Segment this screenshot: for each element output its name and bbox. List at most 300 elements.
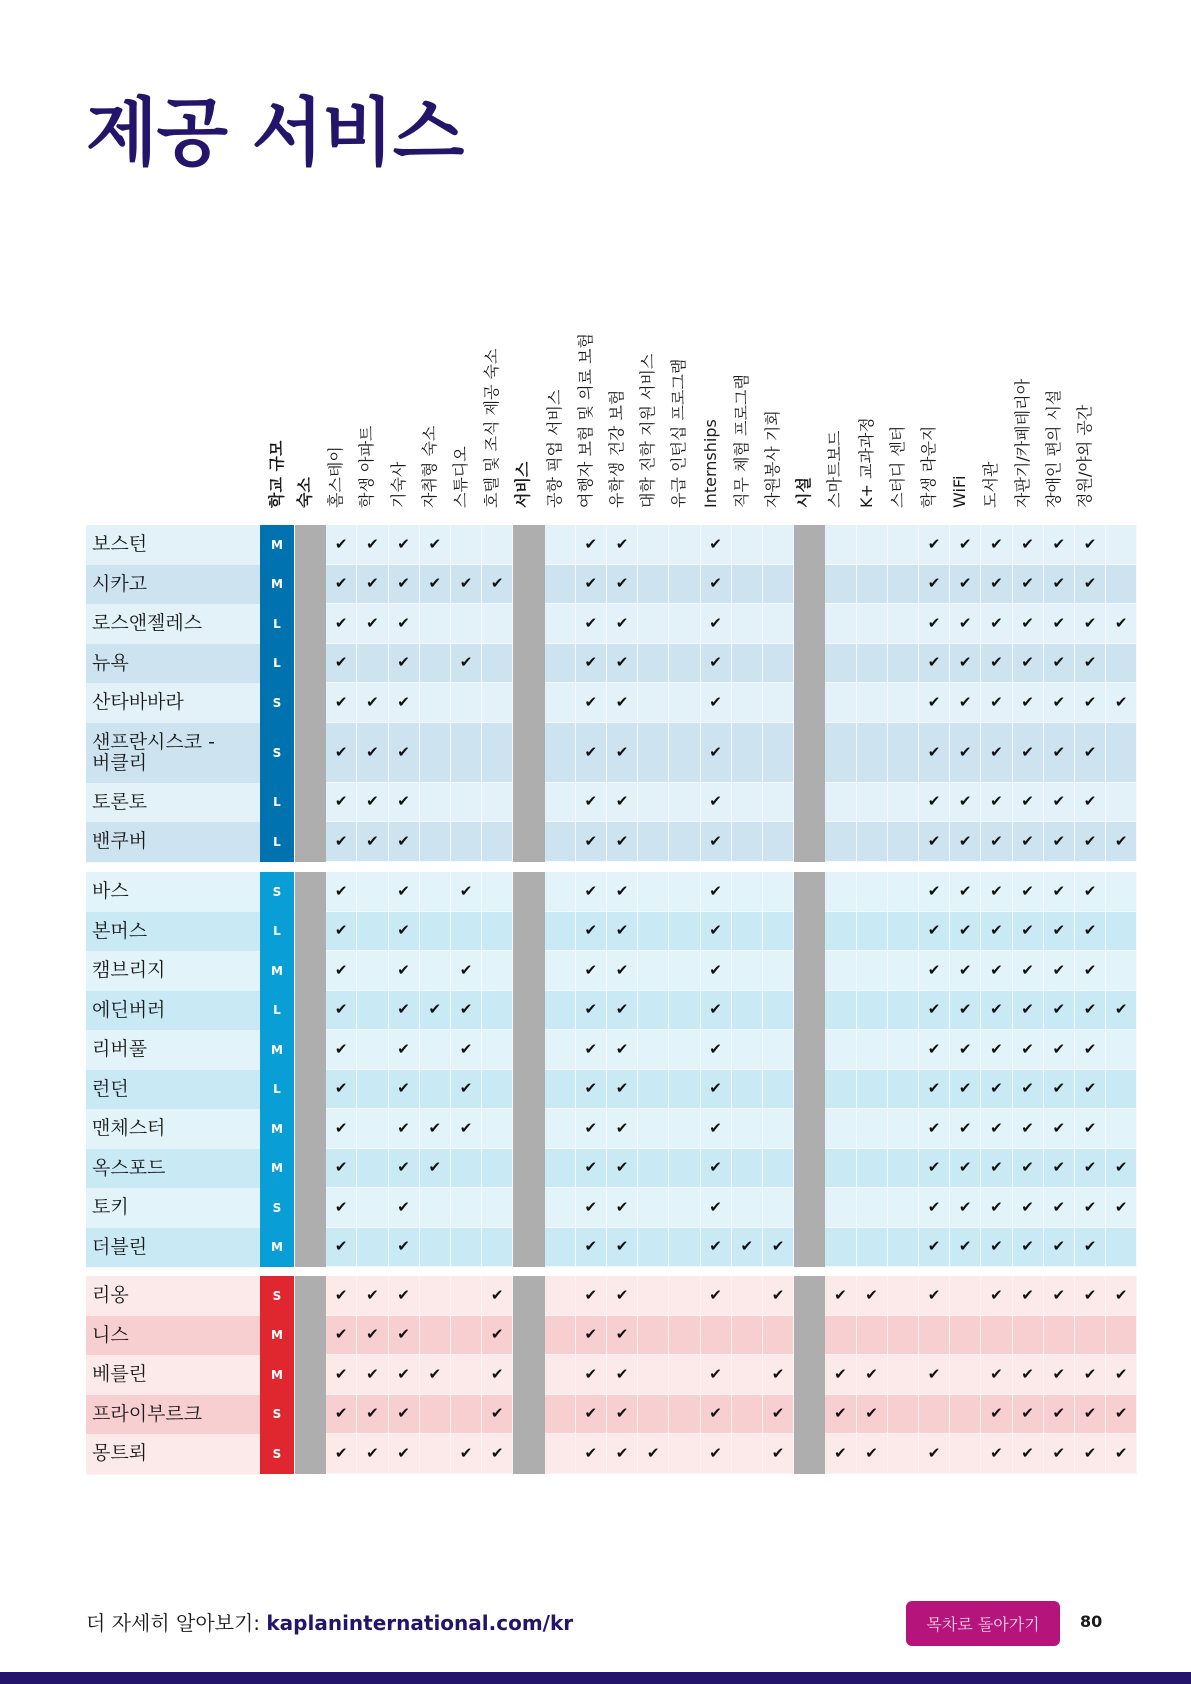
check-icon: ✔	[1052, 831, 1066, 850]
table-cell	[763, 912, 794, 952]
table-cell	[825, 1188, 856, 1228]
check-icon: ✔	[490, 1285, 504, 1304]
check-icon: ✔	[334, 1325, 348, 1344]
table-cell	[857, 1188, 888, 1228]
check-icon: ✔	[927, 921, 941, 940]
school-size-badge: M	[260, 525, 294, 565]
table-cell	[669, 822, 700, 862]
table-cell	[732, 872, 763, 912]
check-icon: ✔	[1114, 1000, 1128, 1019]
check-icon: ✔	[615, 1364, 629, 1383]
city-name: 로스앤젤레스	[92, 612, 203, 635]
check-icon: ✔	[990, 574, 1003, 593]
check-icon: ✔	[709, 692, 722, 711]
check-icon: ✔	[584, 1000, 598, 1019]
column-header: 숙소	[295, 477, 314, 508]
check-icon: ✔	[927, 692, 941, 711]
table-cell	[357, 951, 388, 991]
check-icon: ✔	[1083, 1197, 1097, 1216]
check-icon: ✔	[334, 1364, 348, 1383]
check-icon: ✔	[1052, 1404, 1066, 1423]
check-icon: ✔	[1021, 574, 1034, 593]
table-cell	[420, 604, 451, 644]
check-icon: ✔	[459, 1039, 473, 1058]
check-icon: ✔	[990, 881, 1003, 900]
table-cell	[669, 1228, 700, 1268]
check-icon: ✔	[958, 613, 972, 632]
check-icon: ✔	[459, 574, 473, 593]
column-header: K+ 교과과정	[856, 417, 876, 508]
table-cell	[825, 1228, 856, 1268]
table-cell	[825, 525, 856, 565]
table-cell	[857, 872, 888, 912]
table-cell	[857, 991, 888, 1031]
check-icon: ✔	[366, 692, 379, 711]
check-icon: ✔	[709, 1443, 722, 1462]
school-size-badge: S	[260, 1434, 294, 1474]
check-icon: ✔	[615, 692, 629, 711]
column-header: 학생 라운지	[919, 425, 938, 508]
check-icon: ✔	[1052, 613, 1066, 632]
check-icon: ✔	[927, 1237, 941, 1256]
check-icon: ✔	[1114, 1364, 1128, 1383]
column-header: 자판기/카페테리아	[1012, 378, 1032, 508]
column-header: 도서관	[981, 461, 1001, 508]
city-name: 프라이부르크	[92, 1402, 203, 1425]
check-icon: ✔	[1114, 831, 1128, 850]
check-icon: ✔	[397, 1325, 410, 1344]
check-icon: ✔	[1021, 921, 1034, 940]
check-icon: ✔	[927, 653, 941, 672]
table-cell	[1106, 644, 1137, 684]
table-cell	[825, 951, 856, 991]
table-cell	[451, 1316, 482, 1356]
table-cell	[732, 525, 763, 565]
table-cell	[763, 822, 794, 862]
column-header: 호텔 및 조식 제공 숙소	[482, 348, 502, 508]
check-icon: ✔	[958, 1000, 972, 1019]
table-cell	[888, 723, 919, 783]
table-cell	[357, 1109, 388, 1149]
check-icon: ✔	[709, 1039, 722, 1058]
check-icon: ✔	[615, 1325, 629, 1344]
table-cell	[545, 723, 576, 783]
table-cell	[763, 604, 794, 644]
table-cell	[638, 951, 669, 991]
table-cell	[888, 565, 919, 605]
check-icon: ✔	[1021, 613, 1034, 632]
city-name: 캠브리지	[92, 959, 166, 982]
check-icon: ✔	[927, 1000, 941, 1019]
check-icon: ✔	[397, 831, 410, 850]
check-icon: ✔	[490, 1404, 504, 1423]
check-icon: ✔	[958, 742, 972, 761]
check-icon: ✔	[584, 1237, 598, 1256]
table-cell	[763, 644, 794, 684]
check-icon: ✔	[1052, 574, 1066, 593]
check-icon: ✔	[834, 1404, 847, 1423]
check-icon: ✔	[584, 1158, 598, 1177]
table-cell	[888, 822, 919, 862]
column-header: 대학 진학 지원 서비스	[638, 353, 658, 508]
check-icon: ✔	[428, 534, 442, 553]
check-icon: ✔	[397, 1237, 410, 1256]
table-cell	[857, 822, 888, 862]
check-icon: ✔	[584, 1404, 598, 1423]
check-icon: ✔	[334, 534, 348, 553]
check-icon: ✔	[334, 1237, 348, 1256]
table-cell	[669, 1434, 700, 1474]
check-icon: ✔	[709, 534, 722, 553]
table-cell	[482, 991, 513, 1031]
check-icon: ✔	[1114, 1404, 1128, 1423]
table-cell	[950, 1276, 981, 1316]
table-cell	[950, 1395, 981, 1435]
check-icon: ✔	[709, 1158, 722, 1177]
table-cell	[482, 1149, 513, 1189]
table-cell	[1106, 912, 1137, 952]
table-cell	[857, 1109, 888, 1149]
check-icon: ✔	[1083, 1285, 1097, 1304]
city-name: 더블린	[92, 1235, 148, 1258]
table-cell	[857, 1316, 888, 1356]
table-cell	[451, 604, 482, 644]
check-icon: ✔	[865, 1443, 878, 1462]
check-icon: ✔	[397, 692, 410, 711]
check-icon: ✔	[397, 1079, 410, 1098]
table-cell	[763, 723, 794, 783]
check-icon: ✔	[584, 574, 598, 593]
check-icon: ✔	[709, 1197, 722, 1216]
table-cell	[545, 872, 576, 912]
table-cell	[1106, 783, 1137, 823]
check-icon: ✔	[334, 960, 348, 979]
check-icon: ✔	[1052, 1285, 1066, 1304]
school-size-badge: M	[260, 1109, 294, 1149]
table-cell	[825, 991, 856, 1031]
check-icon: ✔	[990, 613, 1003, 632]
table-cell	[357, 1149, 388, 1189]
check-icon: ✔	[1052, 692, 1066, 711]
table-cell	[732, 644, 763, 684]
check-icon: ✔	[1021, 1158, 1034, 1177]
check-icon: ✔	[397, 960, 410, 979]
table-cell	[482, 912, 513, 952]
city-name: 옥스포드	[92, 1156, 166, 1179]
check-icon: ✔	[1021, 1364, 1034, 1383]
table-cell	[482, 1228, 513, 1268]
check-icon: ✔	[366, 1325, 379, 1344]
table-cell	[638, 783, 669, 823]
table-cell	[763, 991, 794, 1031]
check-icon: ✔	[615, 653, 629, 672]
check-icon: ✔	[1083, 742, 1097, 761]
check-icon: ✔	[459, 960, 473, 979]
table-cell	[857, 723, 888, 783]
table-cell	[545, 1228, 576, 1268]
check-icon: ✔	[1021, 881, 1034, 900]
table-cell	[857, 1030, 888, 1070]
check-icon: ✔	[615, 1118, 629, 1137]
table-cell	[763, 1030, 794, 1070]
table-cell	[825, 912, 856, 952]
website-link[interactable]: kaplaninternational.com/kr	[266, 1611, 574, 1635]
city-name: 뉴욕	[92, 651, 129, 674]
table-cell	[545, 951, 576, 991]
table-cell	[545, 1149, 576, 1189]
column-header: 기숙사	[388, 461, 408, 508]
back-to-toc-button[interactable]: 목차로 돌아가기	[906, 1601, 1060, 1646]
city-name: 토론토	[92, 790, 148, 813]
column-header: 서비스	[513, 461, 533, 508]
check-icon: ✔	[397, 792, 410, 811]
check-icon: ✔	[834, 1364, 847, 1383]
check-icon: ✔	[366, 1443, 379, 1462]
check-icon: ✔	[1083, 1404, 1097, 1423]
check-icon: ✔	[1021, 1118, 1034, 1137]
table-cell	[888, 1030, 919, 1070]
check-icon: ✔	[927, 1285, 941, 1304]
table-cell	[482, 1030, 513, 1070]
table-cell	[451, 1188, 482, 1228]
check-icon: ✔	[1052, 534, 1066, 553]
check-icon: ✔	[366, 613, 379, 632]
table-cell	[981, 1316, 1012, 1356]
bottom-bar	[0, 1672, 1191, 1684]
table-cell	[857, 1070, 888, 1110]
table-cell	[420, 822, 451, 862]
check-icon: ✔	[1083, 831, 1097, 850]
check-icon: ✔	[615, 1404, 629, 1423]
table-cell	[1044, 1316, 1075, 1356]
table-cell	[420, 951, 451, 991]
table-cell	[857, 644, 888, 684]
table-cell	[638, 1149, 669, 1189]
check-icon: ✔	[990, 1285, 1003, 1304]
table-cell	[638, 991, 669, 1031]
table-cell	[420, 683, 451, 723]
check-icon: ✔	[397, 1000, 410, 1019]
check-icon: ✔	[927, 1443, 941, 1462]
check-icon: ✔	[459, 653, 473, 672]
check-icon: ✔	[834, 1443, 847, 1462]
check-icon: ✔	[584, 1039, 598, 1058]
table-cell	[732, 723, 763, 783]
table-cell	[732, 683, 763, 723]
check-icon: ✔	[990, 692, 1003, 711]
check-icon: ✔	[990, 653, 1003, 672]
table-cell	[825, 565, 856, 605]
table-cell	[357, 1030, 388, 1070]
check-icon: ✔	[334, 1039, 348, 1058]
table-cell	[638, 525, 669, 565]
check-icon: ✔	[1021, 831, 1034, 850]
check-icon: ✔	[584, 1325, 598, 1344]
check-icon: ✔	[334, 792, 348, 811]
school-size-badge: S	[260, 683, 294, 723]
check-icon: ✔	[397, 1404, 410, 1423]
school-size-badge: S	[260, 1188, 294, 1228]
check-icon: ✔	[709, 960, 722, 979]
check-icon: ✔	[615, 1285, 629, 1304]
table-cell	[638, 822, 669, 862]
table-cell	[357, 644, 388, 684]
table-cell	[482, 1109, 513, 1149]
table-cell	[732, 1070, 763, 1110]
table-cell	[420, 872, 451, 912]
check-icon: ✔	[771, 1237, 785, 1256]
check-icon: ✔	[397, 1364, 410, 1383]
check-icon: ✔	[615, 921, 629, 940]
city-name: 리버풀	[92, 1038, 148, 1061]
table-cell	[888, 912, 919, 952]
table-cell	[482, 1188, 513, 1228]
check-icon: ✔	[584, 1285, 598, 1304]
table-cell	[638, 644, 669, 684]
table-cell	[638, 912, 669, 952]
check-icon: ✔	[334, 1197, 348, 1216]
table-cell	[451, 822, 482, 862]
school-size-badge: M	[260, 1316, 294, 1356]
check-icon: ✔	[366, 1285, 379, 1304]
table-cell	[420, 644, 451, 684]
table-cell	[545, 822, 576, 862]
table-cell	[857, 604, 888, 644]
table-cell	[451, 1395, 482, 1435]
divider-column	[513, 525, 544, 862]
table-cell	[357, 912, 388, 952]
check-icon: ✔	[397, 1197, 410, 1216]
check-icon: ✔	[334, 831, 348, 850]
column-header: WiFi	[950, 475, 970, 508]
check-icon: ✔	[958, 831, 972, 850]
column-header: 스튜디오	[451, 446, 470, 508]
check-icon: ✔	[334, 1000, 348, 1019]
table-cell	[763, 1109, 794, 1149]
check-icon: ✔	[397, 534, 410, 553]
table-cell	[420, 1316, 451, 1356]
table-cell	[420, 783, 451, 823]
divider-column	[513, 1276, 544, 1474]
check-icon: ✔	[958, 881, 972, 900]
check-icon: ✔	[709, 1237, 722, 1256]
city-name: 에딘버러	[92, 998, 166, 1021]
table-cell	[669, 1070, 700, 1110]
check-icon: ✔	[1052, 1079, 1066, 1098]
table-cell	[545, 912, 576, 952]
check-icon: ✔	[1114, 692, 1128, 711]
table-cell	[1106, 1228, 1137, 1268]
table-cell	[888, 1434, 919, 1474]
column-header: 스마트보드	[825, 430, 845, 508]
table-cell	[857, 783, 888, 823]
check-icon: ✔	[927, 613, 941, 632]
check-icon: ✔	[428, 1000, 442, 1019]
check-icon: ✔	[584, 881, 598, 900]
school-size-badge: S	[260, 1395, 294, 1435]
check-icon: ✔	[615, 1443, 629, 1462]
check-icon: ✔	[958, 792, 972, 811]
table-cell	[451, 1149, 482, 1189]
check-icon: ✔	[1083, 692, 1097, 711]
table-cell	[732, 912, 763, 952]
check-icon: ✔	[1021, 1443, 1034, 1462]
check-icon: ✔	[709, 1285, 722, 1304]
school-size-badge: M	[260, 951, 294, 991]
divider-column	[794, 525, 825, 862]
check-icon: ✔	[397, 1118, 410, 1137]
check-icon: ✔	[584, 534, 598, 553]
check-icon: ✔	[1083, 881, 1097, 900]
check-icon: ✔	[584, 921, 598, 940]
check-icon: ✔	[428, 574, 442, 593]
city-name: 산타바바라	[92, 691, 184, 714]
check-icon: ✔	[584, 1197, 598, 1216]
check-icon: ✔	[958, 1079, 972, 1098]
table-cell	[825, 783, 856, 823]
check-icon: ✔	[1083, 1158, 1097, 1177]
check-icon: ✔	[927, 1158, 941, 1177]
check-icon: ✔	[397, 921, 410, 940]
check-icon: ✔	[1021, 692, 1034, 711]
check-icon: ✔	[1083, 792, 1097, 811]
table-cell	[732, 822, 763, 862]
school-size-badge: L	[260, 644, 294, 684]
table-cell	[1075, 1316, 1106, 1356]
check-icon: ✔	[709, 1364, 722, 1383]
school-size-badge: L	[260, 783, 294, 823]
check-icon: ✔	[1052, 1197, 1066, 1216]
school-size-badge: M	[260, 565, 294, 605]
check-icon: ✔	[584, 742, 598, 761]
check-icon: ✔	[615, 1079, 629, 1098]
check-icon: ✔	[490, 1325, 504, 1344]
table-cell	[357, 1070, 388, 1110]
check-icon: ✔	[709, 1404, 722, 1423]
check-icon: ✔	[459, 1443, 473, 1462]
check-icon: ✔	[709, 742, 722, 761]
school-size-badge: M	[260, 1030, 294, 1070]
table-cell	[732, 1149, 763, 1189]
check-icon: ✔	[397, 881, 410, 900]
table-cell	[545, 991, 576, 1031]
column-header: 시설	[794, 477, 814, 508]
check-icon: ✔	[1052, 1364, 1066, 1383]
table-cell	[451, 1228, 482, 1268]
check-icon: ✔	[990, 1118, 1003, 1137]
check-icon: ✔	[1083, 534, 1097, 553]
column-header: 자취형 숙소	[419, 425, 439, 508]
table-cell	[451, 683, 482, 723]
check-icon: ✔	[990, 921, 1003, 940]
table-cell	[732, 1109, 763, 1149]
check-icon: ✔	[1083, 1237, 1097, 1256]
check-icon: ✔	[334, 1285, 348, 1304]
check-icon: ✔	[927, 742, 941, 761]
table-cell	[732, 1276, 763, 1316]
check-icon: ✔	[334, 613, 348, 632]
check-icon: ✔	[1083, 960, 1097, 979]
check-icon: ✔	[397, 653, 410, 672]
check-icon: ✔	[334, 574, 348, 593]
city-name: 밴쿠버	[92, 830, 148, 853]
table-cell	[888, 1149, 919, 1189]
check-icon: ✔	[334, 653, 348, 672]
check-icon: ✔	[366, 574, 379, 593]
table-cell	[1106, 1109, 1137, 1149]
check-icon: ✔	[958, 921, 972, 940]
check-icon: ✔	[865, 1285, 878, 1304]
